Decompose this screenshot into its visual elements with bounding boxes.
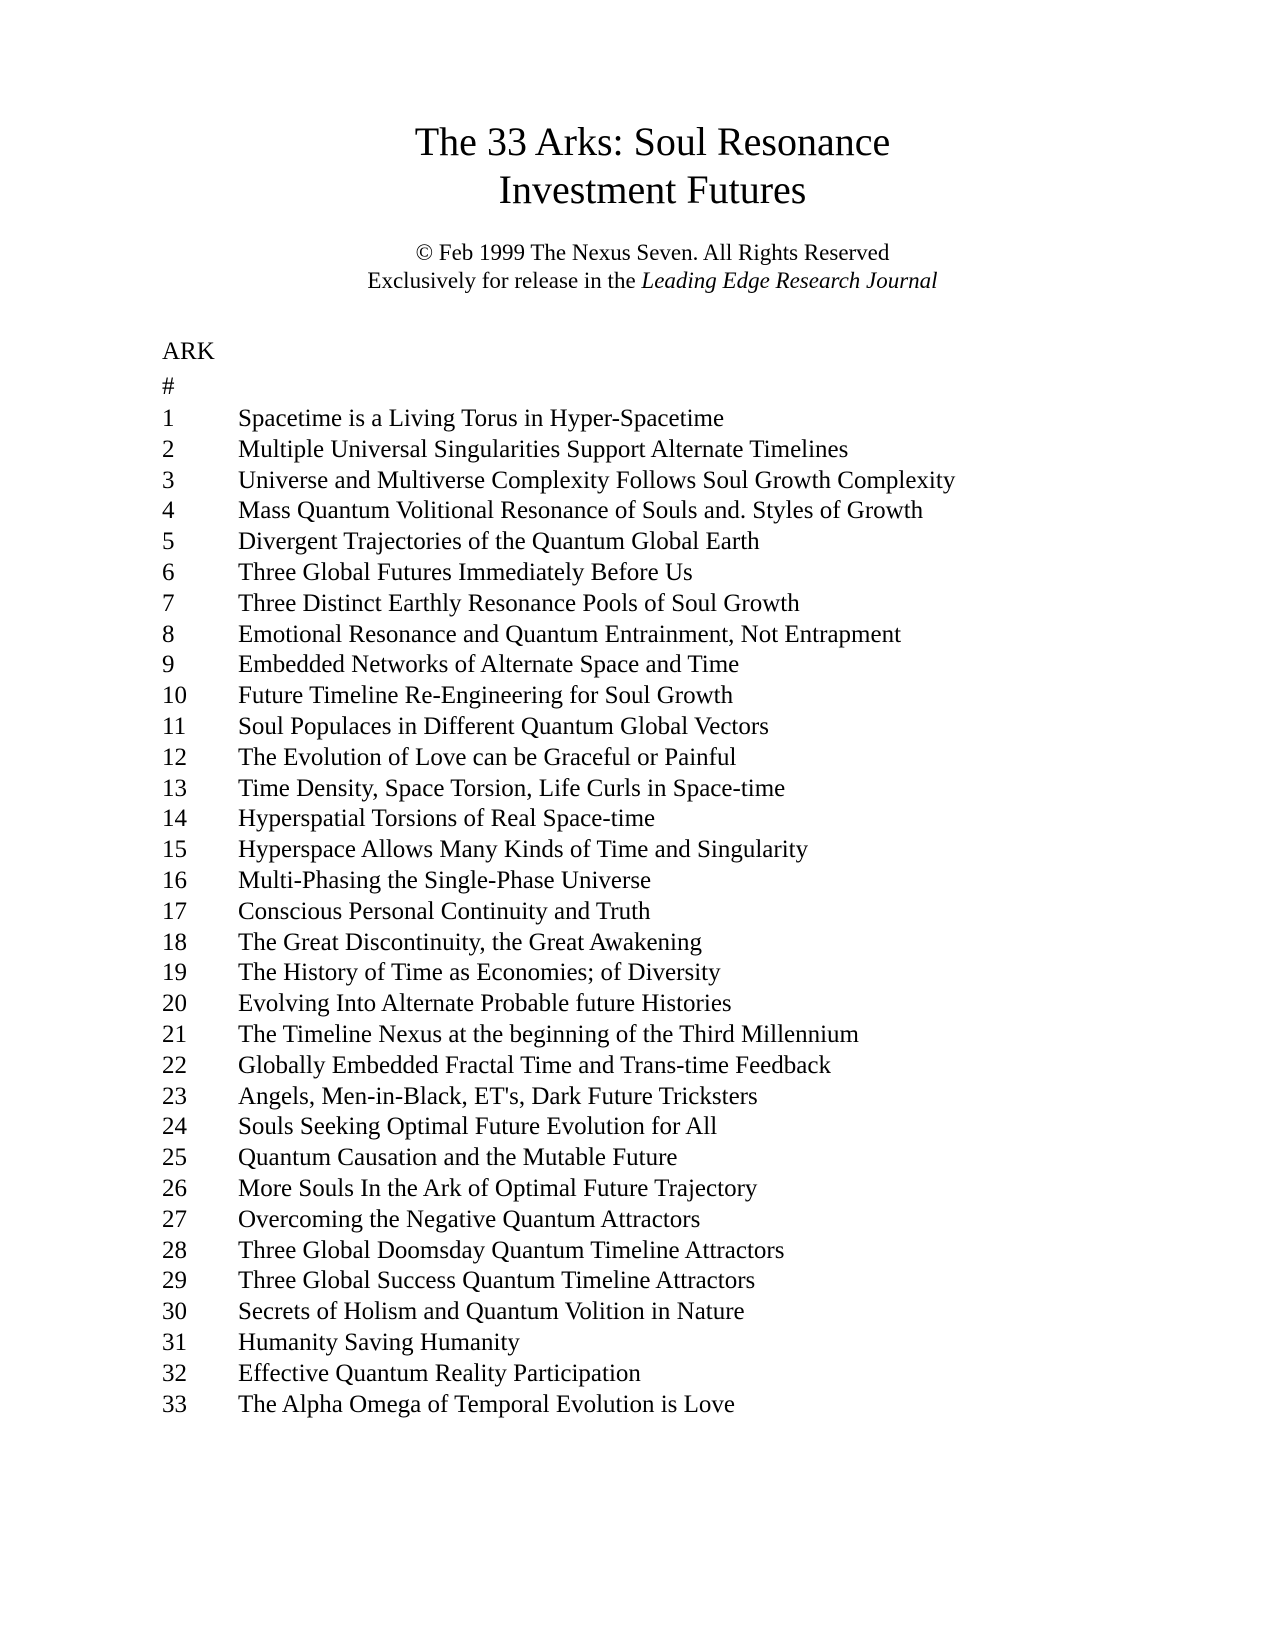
ark-title: Multi-Phasing the Single-Phase Universe [238, 866, 652, 894]
list-item [162, 650, 955, 681]
ark-list [162, 404, 955, 1420]
list-item [162, 958, 955, 989]
ark-title: The Evolution of Love can be Graceful or Painful [238, 743, 737, 771]
ark-title: Universe and Multiverse Complexity Follows Soul Growth Complexity [238, 466, 956, 494]
list-item [162, 928, 955, 959]
column-header [162, 334, 215, 404]
ark-title: Quantum Causation and the Mutable Future [238, 1144, 678, 1172]
ark-title: Multiple Universal Singularities Support Alternate Timelines [238, 435, 849, 463]
ark-title: Overcoming the Negative Quantum Attractors [238, 1205, 701, 1233]
list-item [162, 1082, 955, 1113]
list-item [162, 527, 955, 558]
list-item [162, 1328, 955, 1359]
ark-title: More Souls In the Ark of Optimal Future Trajectory [238, 1174, 758, 1202]
list-item [162, 620, 955, 651]
ark-number: 5 [162, 528, 175, 556]
list-item [162, 743, 955, 774]
ark-number: 9 [162, 651, 175, 679]
list-item [162, 897, 955, 928]
ark-title: Three Global Success Quantum Timeline Attractors [238, 1267, 756, 1295]
ark-number: 19 [162, 959, 187, 987]
ark-title: Emotional Resonance and Quantum Entrainment, Not Entrapment [238, 620, 902, 648]
ark-number: 4 [162, 497, 175, 525]
ark-title: Effective Quantum Reality Participation [238, 1359, 641, 1387]
ark-number: 3 [162, 466, 175, 494]
ark-title: Divergent Trajectories of the Quantum Global Earth [238, 528, 760, 556]
ark-title: Time Density, Space Torsion, Life Curls in Space-time [238, 774, 786, 802]
ark-number: 11 [162, 712, 187, 740]
list-item [162, 1143, 955, 1174]
list-item [162, 1266, 955, 1297]
list-item [162, 1236, 955, 1267]
ark-number: 28 [162, 1236, 187, 1264]
ark-title: The Great Discontinuity, the Great Awakening [238, 928, 703, 956]
list-item [162, 589, 955, 620]
ark-title: Evolving Into Alternate Probable future Histories [238, 990, 732, 1018]
ark-number: 30 [162, 1298, 187, 1326]
ark-title: Embedded Networks of Alternate Space and Time [238, 651, 740, 679]
ark-title: Soul Populaces in Different Quantum Global Vectors [238, 712, 769, 740]
ark-number: 16 [162, 866, 187, 894]
ark-number: 20 [162, 990, 187, 1018]
ark-number: 33 [162, 1390, 187, 1418]
ark-title: The Timeline Nexus at the beginning of the Third Millennium [238, 1020, 859, 1048]
list-item [162, 712, 955, 743]
copyright-line: © Feb 1999 The Nexus Seven. All Rights Reserved [415, 240, 890, 265]
ark-title: Globally Embedded Fractal Time and Trans-time Feedback [238, 1051, 831, 1079]
ark-number: 2 [162, 435, 175, 463]
ark-number: 7 [162, 589, 175, 617]
ark-title: Conscious Personal Continuity and Truth [238, 897, 651, 925]
ark-number: 32 [162, 1359, 187, 1387]
ark-title: Three Global Doomsday Quantum Timeline Attractors [238, 1236, 785, 1264]
list-item [162, 1205, 955, 1236]
journal-name: Leading Edge Research Journal [641, 268, 938, 293]
ark-number: 1 [162, 405, 175, 432]
ark-title: Spacetime is a Living Torus in Hyper-Spacetime [238, 405, 725, 432]
release-prefix: Exclusively for release in the [367, 268, 642, 293]
list-item [162, 1390, 955, 1421]
ark-title: Three Global Futures Immediately Before Us [238, 558, 693, 586]
list-item [162, 774, 955, 805]
list-item [162, 1359, 955, 1390]
column-header-number: # [162, 373, 175, 400]
ark-number: 25 [162, 1144, 187, 1172]
ark-number: 17 [162, 897, 187, 925]
list-item [162, 835, 955, 866]
ark-number: 10 [162, 682, 187, 710]
list-item [162, 804, 955, 835]
list-item [162, 681, 955, 712]
list-item [162, 1297, 955, 1328]
ark-number: 31 [162, 1328, 187, 1356]
title-line-1: The 33 Arks: Soul Resonance [414, 119, 891, 164]
ark-title: Mass Quantum Volitional Resonance of Souls and. Styles of Growth [238, 497, 924, 525]
ark-number: 15 [162, 836, 187, 864]
ark-title: Hyperspace Allows Many Kinds of Time and Singularity [238, 836, 809, 864]
credits [0, 239, 1275, 295]
ark-title: The Alpha Omega of Temporal Evolution is Love [238, 1390, 735, 1418]
ark-title: The History of Time as Economies; of Diversity [238, 959, 721, 987]
list-item [162, 1020, 955, 1051]
ark-number: 13 [162, 774, 187, 802]
list-item [162, 866, 955, 897]
list-item [162, 1051, 955, 1082]
ark-title: Humanity Saving Humanity [238, 1328, 520, 1356]
ark-number: 26 [162, 1174, 187, 1202]
ark-number: 29 [162, 1267, 187, 1295]
list-item [162, 1174, 955, 1205]
ark-number: 22 [162, 1051, 187, 1079]
document-title [0, 118, 1275, 214]
ark-title: Angels, Men-in-Black, ET's, Dark Future Tricksters [238, 1082, 758, 1110]
ark-number: 18 [162, 928, 187, 956]
ark-number: 6 [162, 558, 175, 586]
list-item [162, 435, 955, 466]
title-line-2: Investment Futures [498, 167, 807, 212]
release-line [0, 267, 1275, 295]
list-item [162, 404, 955, 435]
ark-title: Secrets of Holism and Quantum Volition in Nature [238, 1298, 745, 1326]
ark-number: 21 [162, 1020, 187, 1048]
ark-title: Hyperspatial Torsions of Real Space-time [238, 805, 656, 833]
ark-title: Souls Seeking Optimal Future Evolution for All [238, 1113, 718, 1141]
ark-number: 14 [162, 805, 187, 833]
ark-number: 27 [162, 1205, 187, 1233]
ark-title: Future Timeline Re-Engineering for Soul Growth [238, 682, 734, 710]
list-item [162, 558, 955, 589]
list-item [162, 989, 955, 1020]
ark-title: Three Distinct Earthly Resonance Pools of Soul Growth [238, 589, 800, 617]
list-item [162, 1112, 955, 1143]
ark-number: 8 [162, 620, 175, 648]
ark-number: 23 [162, 1082, 187, 1110]
list-item [162, 466, 955, 497]
list-item [162, 496, 955, 527]
ark-number: 24 [162, 1113, 187, 1141]
column-header-ark: ARK [162, 338, 215, 365]
ark-number: 12 [162, 743, 187, 771]
